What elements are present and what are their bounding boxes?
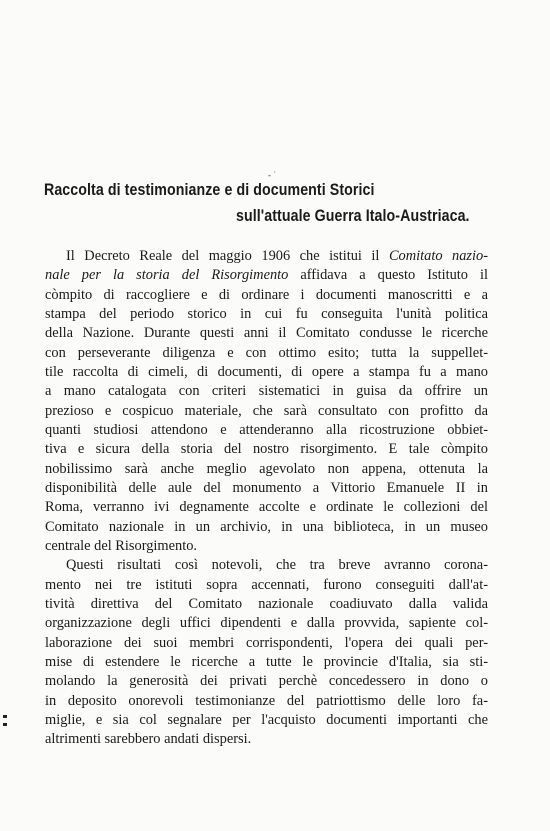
text-line bbox=[45, 324, 488, 343]
text-run: miglie, e sia col segnalare per l'acquisto documenti importanti che bbox=[45, 711, 488, 728]
text-run: organizzazione degli uffici dipendenti e dalla provvida, sapiente col- bbox=[45, 615, 488, 632]
text-run: tiva e sicura della storia del nostro risorgimento. E tale còmpito bbox=[45, 441, 488, 458]
text-line bbox=[45, 711, 488, 730]
text-run: in deposito onorevoli testimonianze del patriottismo delle loro fa- bbox=[45, 692, 488, 709]
text-line bbox=[45, 498, 488, 517]
text-line bbox=[45, 672, 488, 691]
text-run: della Nazione. Durante questi anni il Comitato condusse le ricerche bbox=[45, 325, 488, 342]
text-run: a mano catalogata con criteri sistematici in guisa da offrire un bbox=[45, 383, 488, 400]
text-line bbox=[45, 537, 488, 556]
text-run: Il Decreto Reale del maggio 1906 che istitui il bbox=[66, 248, 389, 264]
text-run: stampa del periodo storico in cui fu conseguita l'unità politica bbox=[45, 305, 488, 322]
heading-line-1: Raccolta di testimonianze e di documenti Storici bbox=[44, 181, 375, 199]
text-line bbox=[45, 382, 488, 401]
text-line bbox=[45, 247, 488, 266]
text-run: prezioso e cospicuo materiale, che sarà consultato con profitto da bbox=[45, 402, 488, 419]
text-run: mise di estendere le ricerche a tutte le provincie d'Italia, sia sti- bbox=[45, 653, 488, 670]
text-run: centrale del Risorgimento. bbox=[45, 537, 197, 554]
text-line bbox=[45, 614, 488, 633]
heading-line-2: sull'attuale Guerra Italo-Austriaca. bbox=[236, 207, 470, 225]
text-run: mento nei tre istituti sopra accennati, furono conseguiti dall'at- bbox=[45, 576, 488, 593]
text-line bbox=[45, 266, 488, 285]
text-run: disponibilità delle aule del monumento a Vittorio Emanuele II in bbox=[45, 479, 488, 496]
text-run: altrimenti sarebbero andati dispersi. bbox=[45, 731, 252, 748]
text-line bbox=[45, 344, 488, 363]
italic-run: nale per la storia del Risorgimento bbox=[45, 267, 289, 284]
text-run: quanti studiosi attendono e attenderanno alla ricostruzione obbiet- bbox=[45, 421, 488, 438]
text-line bbox=[45, 730, 488, 749]
italic-run: Comitato nazio- bbox=[388, 248, 488, 264]
text-line bbox=[45, 479, 488, 498]
text-line bbox=[45, 576, 488, 595]
text-line bbox=[45, 556, 488, 575]
text-run: con perseverante diligenza e con ottimo esito; tutta la suppellet- bbox=[45, 344, 488, 361]
text-run: molando la generosità dei privati perchè concedessero in dono o bbox=[45, 673, 488, 690]
text-line bbox=[45, 363, 488, 382]
text-line bbox=[45, 305, 488, 324]
text-line bbox=[45, 692, 488, 711]
margin-mark bbox=[3, 715, 10, 737]
text-run: affidava a questo Istituto il bbox=[288, 267, 488, 284]
text-line bbox=[45, 518, 488, 537]
text-run: Questi risultati così notevoli, che tra breve avranno corona- bbox=[66, 557, 488, 574]
text-line bbox=[45, 440, 488, 459]
text-line bbox=[45, 402, 488, 421]
text-run: nobilissimo sarà anche meglio agevolato non appena, ottenuta la bbox=[45, 460, 488, 477]
text-run: tile raccolta di cimeli, di documenti, di opere a stampa fu a mano bbox=[45, 363, 488, 380]
text-line bbox=[45, 460, 488, 479]
text-run: Comitato nazionale in un archivio, in una biblioteca, in un museo bbox=[45, 518, 488, 535]
text-line bbox=[45, 421, 488, 440]
printer-mark: - ˙ bbox=[268, 170, 277, 180]
text-run: laborazione dei suoi membri corrispondenti, l'opera dei quali per- bbox=[45, 634, 488, 651]
text-line bbox=[45, 634, 488, 653]
body-text bbox=[45, 247, 488, 750]
text-run: còmpito di raccogliere e di ordinare i documenti manoscritti e a bbox=[45, 286, 488, 303]
text-run: Roma, verranno ivi degnamente accolte e ordinate le collezioni del bbox=[45, 499, 488, 516]
text-line bbox=[45, 653, 488, 672]
text-run: tività direttiva del Comitato nazionale coadiuvato dalla valida bbox=[45, 595, 488, 612]
text-line bbox=[45, 286, 488, 305]
text-line bbox=[45, 595, 488, 614]
